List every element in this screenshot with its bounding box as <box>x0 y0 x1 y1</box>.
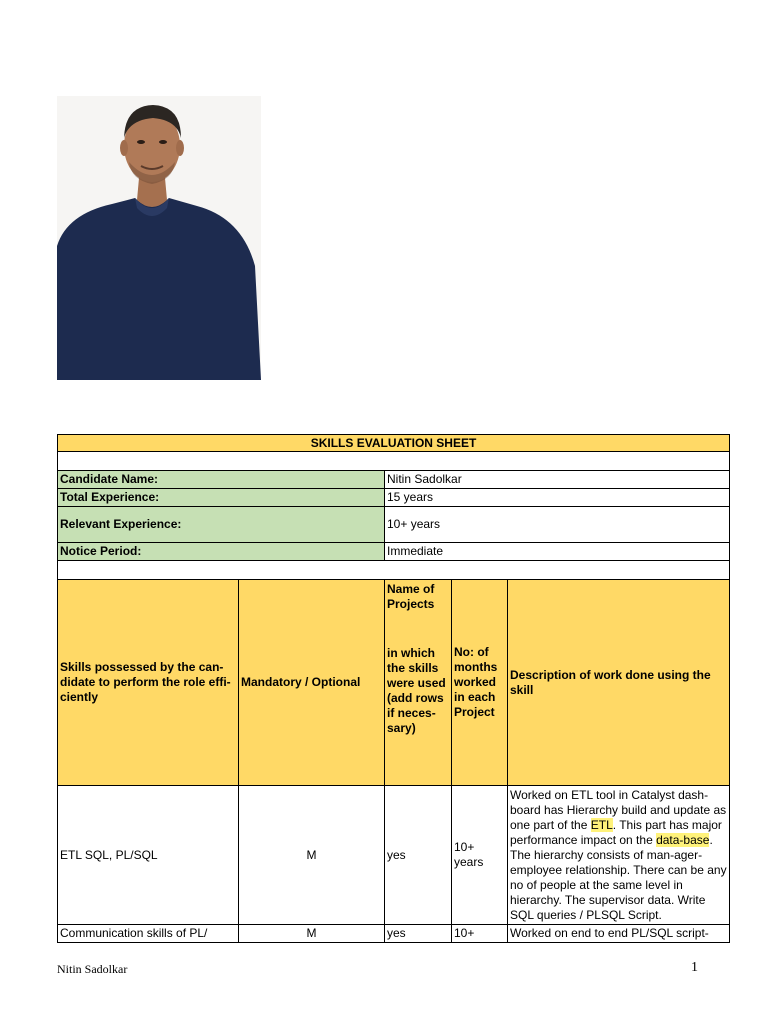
description-cell <box>508 786 730 925</box>
highlighted-term: data-base <box>656 832 710 847</box>
header-description: Description of work done using the skill <box>508 580 730 786</box>
candidate-name-value: Nitin Sadolkar <box>385 471 730 489</box>
relevant-experience-value: 10+ years <box>385 507 730 543</box>
mandatory-cell: M <box>239 925 385 943</box>
header-projects <box>385 580 452 786</box>
notice-period-label: Notice Period: <box>58 543 385 561</box>
page-number: 1 <box>691 960 698 975</box>
relevant-experience-label: Relevant Experience: <box>58 507 385 543</box>
skill-cell: ETL SQL, PL/SQL <box>58 786 239 925</box>
footer-name: Nitin Sadolkar <box>57 962 128 976</box>
header-projects-name: Name of Projects <box>387 582 435 611</box>
sheet-title: SKILLS EVALUATION SHEET <box>58 435 730 452</box>
mandatory-cell: M <box>239 786 385 925</box>
spacer-row <box>58 452 730 471</box>
total-experience-value: 15 years <box>385 489 730 507</box>
header-mandatory: Mandatory / Optional <box>239 580 385 786</box>
projects-cell: yes <box>385 786 452 925</box>
spacer-row <box>58 561 730 580</box>
highlighted-term: ETL <box>590 817 613 832</box>
months-cell: 10+ <box>452 925 508 943</box>
projects-cell: yes <box>385 925 452 943</box>
description-text: Worked on ETL tool in Catalyst dash-board has Hierarchy build and update as one part of the <box>510 787 727 832</box>
skill-cell: Communication skills of PL/ <box>58 925 239 943</box>
header-projects-detail: in which the skills were used (add rows if neces-sary) <box>387 646 446 735</box>
header-months: No: of months worked in each Project <box>452 580 508 786</box>
notice-period-value: Immediate <box>385 543 730 561</box>
description-text: . The hierarchy consists of man-ager-employee relationship. There can be any no of people at the same level in hierarchy. The supervisor data. Write SQL queries / PLSQL Script. <box>510 832 727 922</box>
candidate-name-label: Candidate Name: <box>58 471 385 489</box>
total-experience-label: Total Experience: <box>58 489 385 507</box>
description-text: . This part has major performance impact on the <box>510 817 722 847</box>
header-skills: Skills possessed by the can-didate to perform the role effi-ciently <box>58 580 239 786</box>
skills-evaluation-table <box>57 434 730 943</box>
description-cell: Worked on end to end PL/SQL script- <box>508 925 730 943</box>
months-cell: 10+ years <box>452 786 508 925</box>
candidate-photo <box>57 96 261 380</box>
